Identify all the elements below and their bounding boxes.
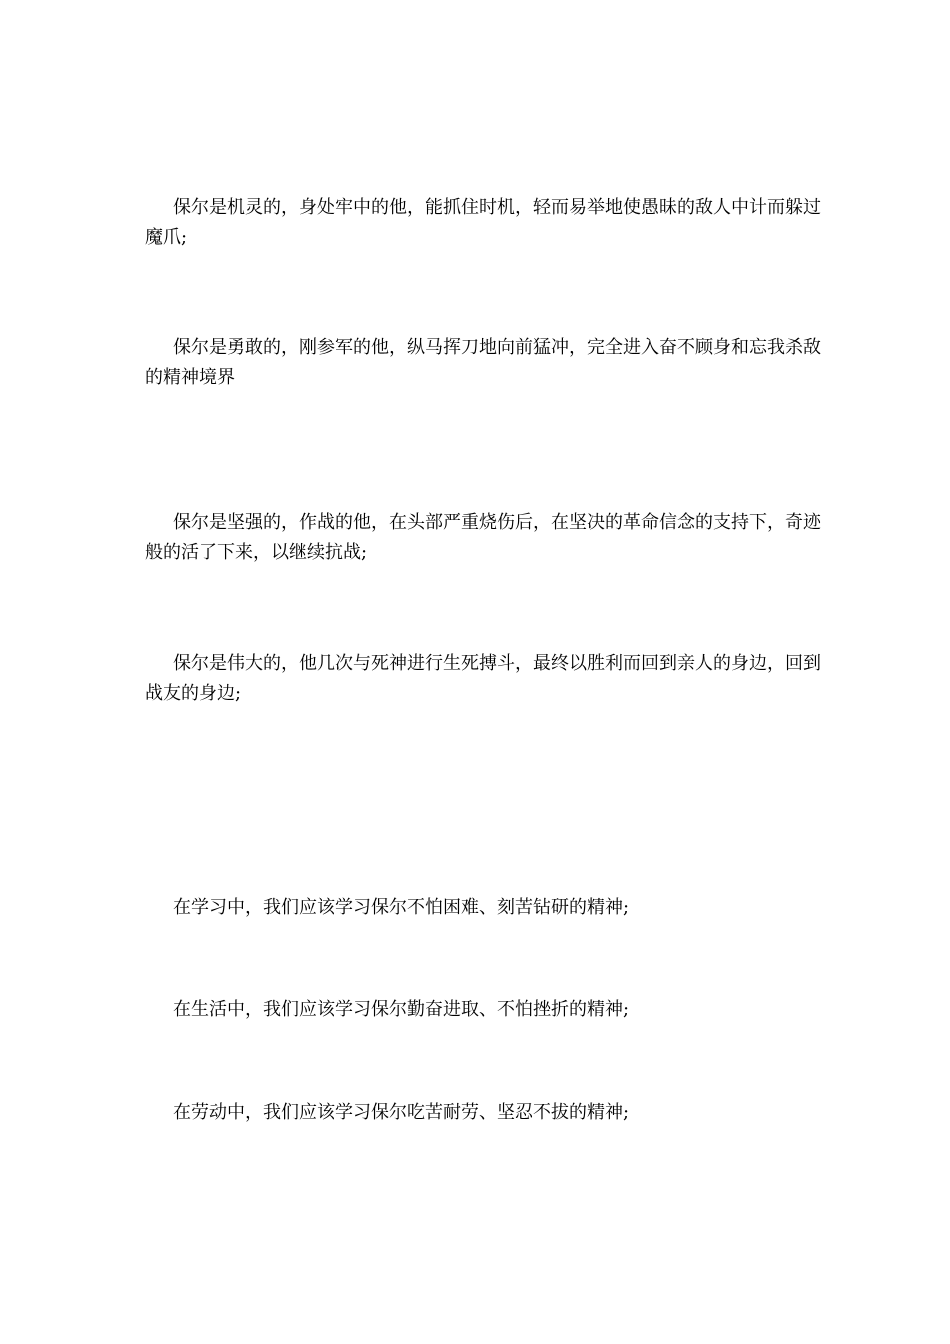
- paragraph-paul-brave: 保尔是勇敢的，刚参军的他，纵马挥刀地向前猛冲，完全进入奋不顾身和忘我杀敌的精神境界: [145, 337, 821, 388]
- paragraph-learn-labor: 在劳动中，我们应该学习保尔吃苦耐劳、坚忍不拔的精神;: [173, 1102, 630, 1123]
- paragraph-learn-life: 在生活中，我们应该学习保尔勤奋进取、不怕挫折的精神;: [173, 999, 630, 1020]
- paragraph-paul-great: 保尔是伟大的，他几次与死神进行生死搏斗，最终以胜利而回到亲人的身边，回到战友的身边;: [145, 653, 821, 704]
- paragraph-learn-study: 在学习中，我们应该学习保尔不怕困难、刻苦钻研的精神;: [173, 897, 630, 918]
- paragraph-paul-strong: 保尔是坚强的，作战的他，在头部严重烧伤后，在坚决的革命信念的支持下，奇迹般的活了下来，以继续抗战;: [145, 512, 821, 563]
- paragraph-paul-clever: 保尔是机灵的，身处牢中的他，能抓住时机，轻而易举地使愚昧的敌人中计而躲过魔爪;: [145, 197, 821, 248]
